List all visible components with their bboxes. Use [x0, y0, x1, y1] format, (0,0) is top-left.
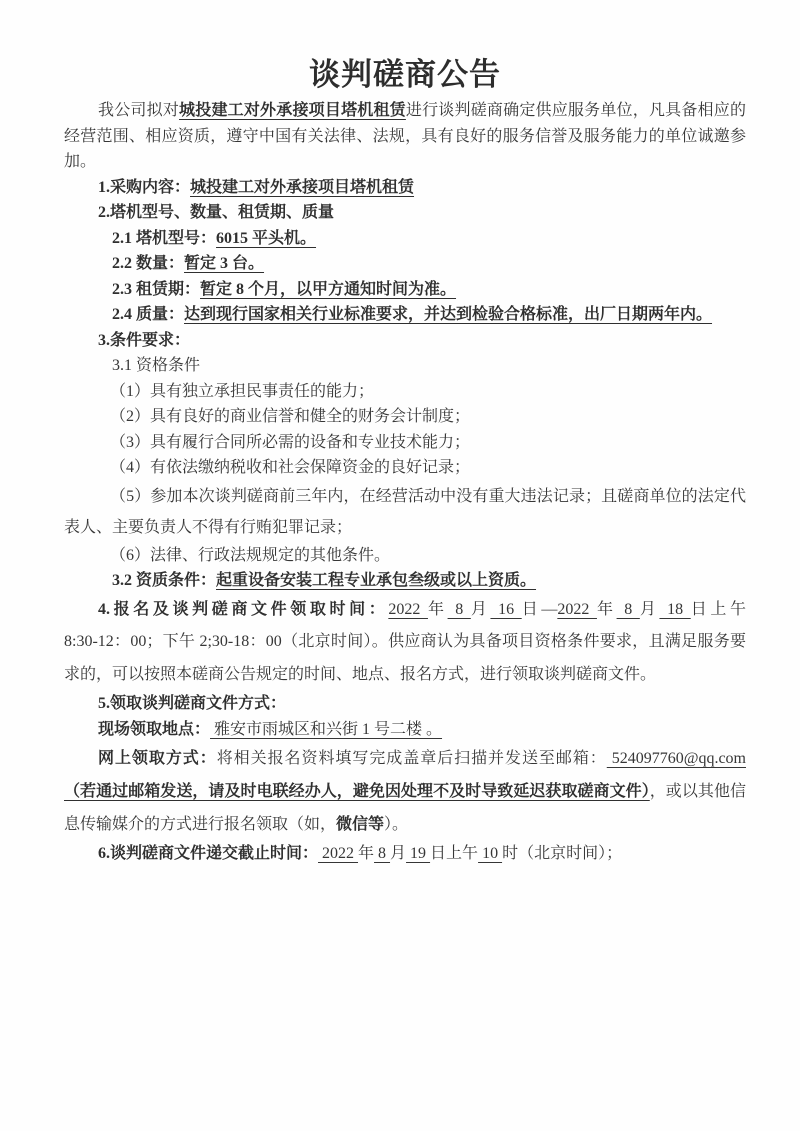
item-2-3-label: 2.3 租赁期：: [112, 280, 201, 298]
item-4-label: 4.报名及谈判磋商文件领取时间：: [98, 600, 389, 618]
item-1-value: 城投建工对外承接项目塔机租赁: [190, 178, 415, 196]
item-4-sep-4: 年: [596, 600, 617, 618]
item-4-sep-5: 月: [639, 600, 660, 618]
item-6-sep-1: 年: [358, 845, 375, 862]
item-1-procurement-content: [64, 175, 746, 201]
item-4-year-2: 2022: [557, 600, 597, 618]
item-1-label: 1.采购内容：: [98, 178, 191, 196]
item-2-4-value: 达到现行国家相关行业标准要求，并达到检验合格标准，出厂日期两年内。: [184, 306, 713, 323]
item-6-sep-2: 月: [390, 845, 407, 862]
item-3-label: 3.条件要求：: [98, 331, 191, 349]
item-6-sep-3: 日上午: [430, 845, 479, 862]
condition-5: [64, 481, 746, 543]
item-2-label: 2.塔机型号、数量、租赁期、质量: [98, 204, 335, 221]
condition-3-text: （3）具有履行合同所必需的设备和专业技术能力；: [110, 433, 471, 451]
item-6-year: 2022: [318, 845, 359, 862]
item-3-1-qualification-heading: [64, 353, 746, 379]
item-3-1-label: 3.1 资格条件: [112, 357, 201, 374]
condition-6-text: （6）法律、行政法规规定的其他条件。: [110, 546, 391, 564]
intro-project-name: 城投建工对外承接项目塔机租赁: [179, 102, 406, 119]
item-2-4-label: 2.4 质量：: [112, 306, 185, 323]
item-6-day: 19: [406, 845, 431, 862]
online-method-label: 网上领取方式：: [98, 750, 217, 767]
item-5-online-method: [64, 742, 746, 841]
condition-2-text: （2）具有良好的商业信誉和健全的财务会计制度；: [110, 408, 471, 425]
condition-2: [64, 404, 746, 430]
condition-1-text: （1）具有独立承担民事责任的能力；: [110, 382, 375, 400]
item-4-sep-3: 日—: [521, 600, 558, 618]
item-4-day-1: 16: [490, 600, 522, 618]
item-2-3-lease-period: [64, 277, 746, 303]
item-2-2-quantity: [64, 251, 746, 277]
item-3-2-label: 3.2 资质条件：: [112, 572, 217, 589]
item-4-sep-2: 月: [470, 600, 491, 618]
online-wechat-text: 微信等: [336, 816, 385, 833]
condition-5-text: （5）参加本次谈判磋商前三年内，在经营活动中没有重大违法记录；且磋商单位的法定代表人、主要负责人不得有行贿犯罪记录；: [64, 487, 746, 536]
condition-3: [64, 430, 746, 456]
online-email-note: （若通过邮箱发送，请及时电联经办人，避免因处理不及时导致延迟获取磋商文件）: [64, 783, 650, 800]
item-4-sep-6: 日上午: [690, 600, 746, 618]
online-method-text: 将相关报名资料填写完成盖章后扫描并发送至邮箱：: [216, 750, 607, 767]
online-method-text-2: ，或以其他信息传输媒介的方式进行报名领取（如，: [64, 783, 746, 833]
online-email-address: 524097760@qq.com: [606, 750, 746, 767]
item-5-heading: [64, 691, 746, 717]
onsite-location-value: 雅安市雨城区和兴街 1 号二楼 。: [210, 720, 443, 738]
online-method-text-3: ）。: [384, 816, 409, 833]
condition-4: [64, 455, 746, 481]
item-6-deadline: [64, 841, 746, 867]
item-2-2-value: 暂定 3 台。: [184, 255, 265, 272]
item-2-4-quality: [64, 302, 746, 328]
item-4-month-2: 8: [616, 600, 640, 618]
item-4-sep-1: 年: [427, 600, 448, 618]
item-6-month: 8: [374, 845, 391, 862]
item-6-label: 6.谈判磋商文件递交截止时间：: [98, 845, 319, 862]
item-4-year-1: 2022: [388, 600, 428, 618]
item-2-1-label: 2.1 塔机型号：: [112, 229, 217, 247]
document-title: 谈判磋商公告: [309, 57, 501, 92]
item-6-tail: 时（北京时间）；: [502, 845, 623, 862]
item-2-2-label: 2.2 数量：: [112, 255, 185, 272]
item-4-month-1: 8: [447, 600, 471, 618]
item-5-label: 5.领取谈判磋商文件方式：: [98, 695, 287, 712]
intro-rest-text: 进行谈判磋商确定供应服务单位，凡具备相应的经营范围、相应资质，遵守中国有关法律、法规，具有良好的服务信誉及服务能力的单位诚邀参加。: [64, 102, 746, 170]
intro-paragraph: [64, 98, 746, 175]
item-3-heading: [64, 328, 746, 354]
item-4-day-2: 18: [659, 600, 691, 618]
item-2-1-value: 6015 平头机。: [216, 229, 317, 247]
condition-4-text: （4）有依法缴纳税收和社会保障资金的良好记录；: [110, 459, 471, 476]
item-3-2-value: 起重设备安装工程专业承包叁级或以上资质。: [216, 572, 537, 589]
item-2-heading: [64, 200, 746, 226]
item-3-2-credential: [64, 568, 746, 594]
item-4-registration-time: [64, 594, 746, 692]
item-2-1-crane-model: [64, 226, 746, 252]
item-5-onsite-location: [64, 717, 746, 743]
condition-1: [64, 379, 746, 405]
item-4-rest-text: 供应商认为具备项目资格条件要求，且满足服务要求的，可以按照本磋商公告规定的时间、地点、报名方式，进行领取谈判磋商文件。: [64, 633, 746, 683]
condition-6: [64, 543, 746, 569]
onsite-location-label: 现场领取地点：: [98, 720, 211, 738]
item-4-time-range: 8:30-12：00；下午 2;30-18：00（北京时间）。: [64, 633, 389, 650]
item-6-hour: 10: [478, 845, 503, 862]
intro-lead-text: 我公司拟对: [98, 102, 180, 119]
item-2-3-value: 暂定 8 个月，以甲方通知时间为准。: [200, 280, 457, 298]
